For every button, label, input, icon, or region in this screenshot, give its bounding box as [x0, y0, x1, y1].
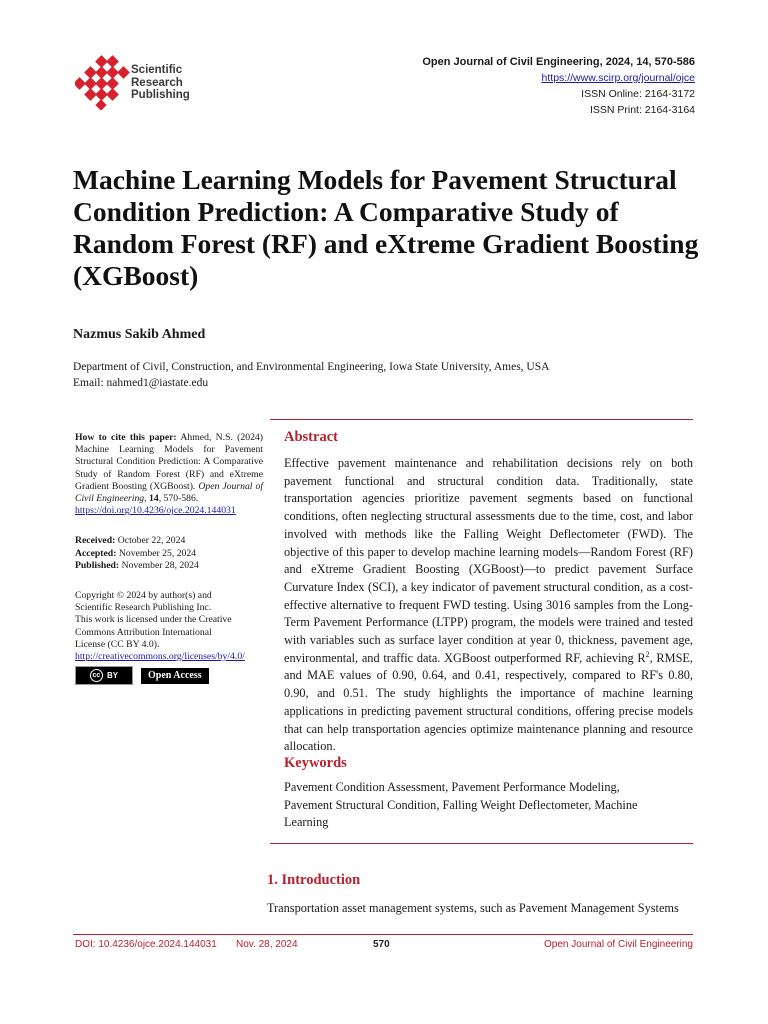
author-affiliation-block [73, 359, 549, 391]
abstract-body [284, 455, 693, 756]
abstract-text: Effective pavement maintenance and rehabilitation decisions rely on both pavement functional and structural condition data. Traditionally, state transportation agencies prioritize pavement segments based on functional conditions, often neglecting structural assessments due to the time, cost, and labor involved with methods like the Falling Weight Deflectometer (FWD). The objective of this paper to develop machine learning models—Random Forest (RF) and eXtreme Gradient Boosting (XGBoost)—to predict pavement Surface Curvature Index (SCI), a key indicator of pavement structural condition, as a cost-effective alternative to frequent FWD testing. Using 3016 samples from the Long-Term Pavement Performance (LTPP) program, the models were trained and tested with variables such as surface layer condition at year 0, thickness, pavement age, environmental, and traffic data. XGBoost outperformed RF, achieving R [284, 456, 693, 665]
footer-rule [73, 934, 693, 935]
cite-text: Ahmed, N.S. (2024) Machine Learning Models for Pavement Structural Condition Prediction: A Comparative Study of Random Forest (RF) and eXtreme Gradient Boosting (XGBoost). [75, 432, 264, 492]
issn-print: ISSN Print: 2164-3164 [589, 104, 695, 116]
creative-commons-icon: cc [90, 669, 103, 682]
footer-doi: DOI: 10.4236/ojce.2024.144031 [75, 939, 217, 950]
published-label: Published: [75, 559, 120, 571]
footer-date: Nov. 28, 2024 [236, 939, 298, 950]
copyright-line: Scientific Research Publishing Inc. [75, 602, 212, 614]
copyright-line: This work is licensed under the Creative [75, 614, 232, 626]
abstract-text-cont: , RMSE, and MAE values of 0.90, 0.64, and 0.41, respectively, compared to RF's 0.80, 0.90, and 0.51. The study highlights the importance of machine learning applications in predicting pavement structural conditions, offering precise models that can help transportation agencies optimize maintenance planning and resource allocation. [284, 650, 693, 754]
journal-url-link[interactable]: https://www.scirp.org/journal/ojce [541, 72, 695, 84]
introduction-text: Transportation asset management systems, such as Pavement Management Systems [267, 901, 679, 915]
affiliation: Department of Civil, Construction, and Environmental Engineering, Iowa State University, Ames, USA [73, 361, 550, 373]
r-squared-sup: 2 [645, 649, 650, 659]
received-date: October 22, 2024 [117, 535, 186, 547]
cc-badge-label: BY [106, 670, 119, 680]
publisher-name-line: Publishing [131, 89, 190, 101]
cite-pages: , 570-586. [158, 493, 199, 505]
keywords-bottom-rule [270, 843, 693, 844]
copyright-line: Commons Attribution International [75, 626, 212, 638]
keywords-heading: Keywords [284, 755, 347, 771]
introduction-heading: 1. Introduction [267, 872, 361, 888]
cite-journal: Open Journal of Civil Engineering [75, 480, 264, 505]
publisher-name [131, 64, 190, 102]
accepted-label: Accepted: [75, 547, 117, 559]
scirp-diamond-icon [75, 55, 131, 111]
page-number: 570 [373, 939, 390, 950]
journal-citation: Open Journal of Civil Engineering, 2024, 14, 570-586 [422, 56, 695, 68]
publisher-name-line: Research [131, 76, 183, 89]
publisher-name-line: Scientific [131, 64, 183, 76]
copyright-line: License (CC BY 4.0). [75, 638, 160, 650]
keywords-line: Pavement Structural Condition, Falling Weight Deflectometer, Machine [284, 797, 638, 812]
license-link[interactable]: http://creativecommons.org/licenses/by/4.0/ [75, 651, 245, 663]
abstract-top-rule [270, 419, 693, 420]
issn-online: ISSN Online: 2164-3172 [581, 88, 695, 100]
published-date: November 28, 2024 [121, 559, 199, 571]
abstract-heading: Abstract [284, 429, 338, 445]
article-sidebar [75, 432, 263, 685]
keywords-line: Learning [284, 815, 329, 829]
keywords-body [284, 779, 684, 832]
footer-journal: Open Journal of Civil Engineering [544, 939, 693, 950]
received-label: Received: [75, 535, 116, 547]
author-email: Email: nahmed1@iastate.edu [73, 377, 209, 389]
journal-info [422, 54, 695, 118]
article-title: Machine Learning Models for Pavement Structural Condition Prediction: A Comparative Study of Random Forest (RF) and eXtreme Gradient Boosting (XGBoost) [73, 164, 699, 291]
cite-label: How to cite this paper: [75, 432, 177, 443]
citation-block: How to cite this paper: Ahmed, N.S. (2024) Machine Learning Models for Pavement Structural Condition Prediction: A Comparative Study of Random Forest (RF) and eXtreme Gradient Boosting (XGBoost). Open Journal of Civil Engineering, 14, 570-586. https://doi.org/10.4236/ojce.2024.144031 [75, 432, 264, 517]
keywords-line: Pavement Condition Assessment, Pavement Performance Modeling, [284, 780, 620, 794]
cc-by-badge[interactable] [75, 666, 133, 685]
copyright-block [75, 590, 263, 663]
dates-block [75, 535, 263, 572]
license-badges [75, 666, 263, 685]
open-access-badge: Open Access [141, 668, 209, 684]
author-name: Nazmus Sakib Ahmed [73, 327, 206, 342]
cite-volume: 14 [149, 493, 159, 505]
publisher-logo [75, 55, 205, 115]
copyright-line: Copyright © 2024 by author(s) and [75, 590, 212, 602]
cite-doi-link[interactable]: https://doi.org/10.4236/ojce.2024.144031 [75, 505, 236, 517]
accepted-date: November 25, 2024 [118, 547, 197, 559]
